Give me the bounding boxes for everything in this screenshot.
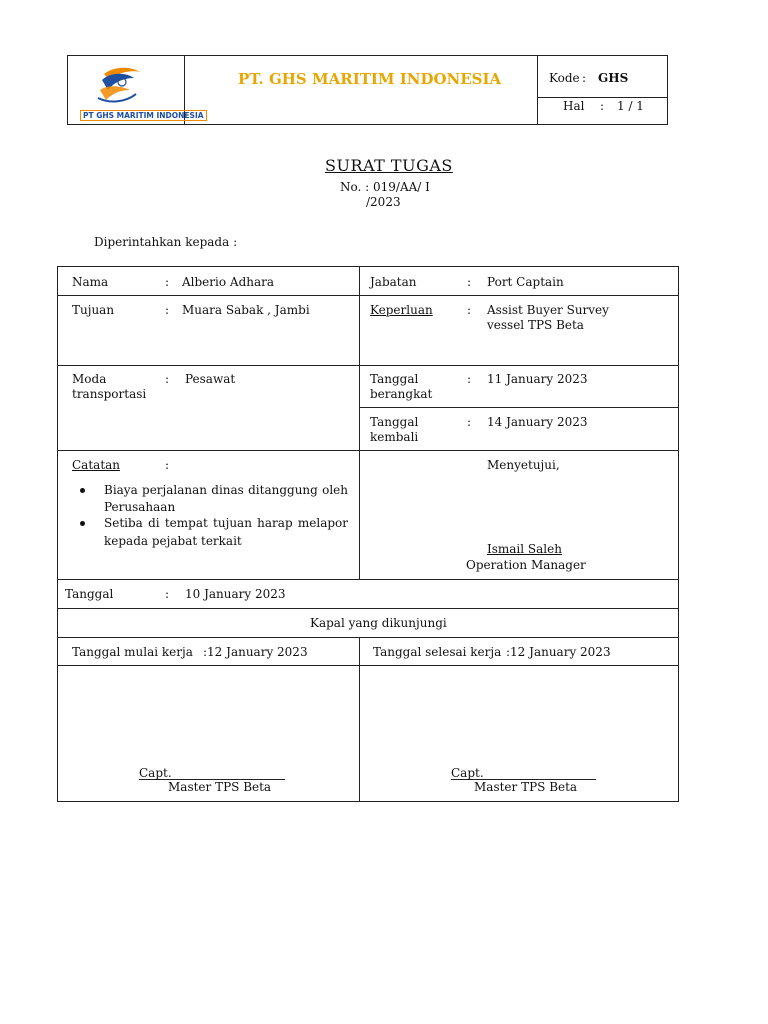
row-line-6 — [57, 608, 679, 609]
hal-value: 1 / 1 — [617, 99, 644, 113]
start-work-label: Tanggal mulai kerja — [72, 645, 193, 659]
berangkat-label-1: Tanggal — [370, 372, 419, 386]
master-label-right: Master TPS Beta — [474, 780, 578, 794]
berangkat-value: 11 January 2023 — [487, 372, 588, 386]
kembali-label-2: kembali — [370, 430, 419, 444]
kode-value: GHS — [598, 71, 629, 85]
date-value: 10 January 2023 — [185, 587, 286, 601]
tujuan-label: Tujuan — [72, 303, 115, 317]
nama-colon: : — [165, 275, 170, 289]
jabatan-label: Jabatan — [370, 275, 417, 289]
document-number-line2: /2023 — [366, 195, 401, 209]
berangkat-label-2: berangkat — [370, 387, 433, 401]
kembali-colon: : — [467, 415, 472, 429]
row-line-8 — [57, 665, 679, 666]
approver-position: Operation Manager — [466, 558, 586, 572]
row-line-7 — [57, 637, 679, 638]
end-work-label: Tanggal selesai kerja — [373, 645, 502, 659]
catatan-colon: : — [165, 458, 170, 472]
ship-logo-icon — [70, 60, 182, 110]
start-work-value: :12 January 2023 — [203, 645, 308, 659]
note-item-1-line2: Perusahaan — [104, 500, 176, 514]
header-divider-3 — [537, 97, 668, 98]
moda-value: Pesawat — [185, 372, 236, 386]
header-divider-2 — [537, 55, 538, 125]
intro-text: Diperintahkan kepada : — [94, 235, 238, 249]
kode-label: Kode — [549, 71, 580, 85]
note-item-2-line1: Setiba di tempat tujuan harap melapor — [104, 516, 348, 530]
approval-label: Menyetujui, — [487, 458, 560, 472]
row-line-2 — [57, 365, 679, 366]
note-item-2-line2: kepada pejabat terkait — [104, 534, 242, 548]
keperluan-colon: : — [467, 303, 472, 317]
kembali-value: 14 January 2023 — [487, 415, 588, 429]
date-colon: : — [165, 587, 170, 601]
date-label: Tanggal — [65, 587, 114, 601]
col-line-lower — [359, 637, 360, 802]
catatan-label: Catatan — [72, 458, 121, 472]
keperluan-value-1: Assist Buyer Survey — [487, 303, 609, 317]
approver-name: Ismail Saleh — [487, 542, 562, 556]
note-item-1-line1: Biaya perjalanan dinas ditanggung oleh — [104, 483, 348, 497]
row-line-4 — [57, 450, 679, 451]
document-title: SURAT TUGAS — [325, 156, 453, 175]
moda-colon: : — [165, 372, 170, 386]
berangkat-colon: : — [467, 372, 472, 386]
tujuan-value: Muara Sabak , Jambi — [182, 303, 310, 317]
end-work-value: :12 January 2023 — [506, 645, 611, 659]
row-line-5 — [57, 579, 679, 580]
kembali-label-1: Tanggal — [370, 415, 419, 429]
vessel-heading: Kapal yang dikunjungi — [310, 616, 447, 630]
col-line-upper — [359, 266, 360, 579]
company-name: PT. GHS MARITIM INDONESIA — [238, 70, 502, 88]
hal-colon: : — [600, 99, 605, 113]
jabatan-value: Port Captain — [487, 275, 564, 289]
jabatan-colon: : — [467, 275, 472, 289]
tujuan-colon: : — [165, 303, 170, 317]
bullet-icon — [80, 521, 85, 526]
master-label-left: Master TPS Beta — [168, 780, 272, 794]
company-logo — [70, 60, 204, 122]
bullet-icon — [80, 488, 85, 493]
captain-label-left: Capt. — [139, 766, 172, 780]
kode-colon: : — [582, 71, 587, 85]
keperluan-label: Keperluan — [370, 303, 433, 317]
logo-text: PT GHS MARITIM INDONESIA — [80, 110, 207, 121]
row-line-1 — [359, 295, 679, 296]
nama-value: Alberio Adhara — [182, 275, 275, 289]
captain-label-right: Capt. — [451, 766, 484, 780]
hal-label: Hal — [563, 99, 585, 113]
moda-label-2: transportasi — [72, 387, 147, 401]
row-line-3 — [359, 407, 679, 408]
row-line-1b — [57, 295, 359, 296]
nama-label: Nama — [72, 275, 109, 289]
document-number-line1: No. : 019/AA/ I — [340, 180, 430, 194]
keperluan-value-2: vessel TPS Beta — [487, 318, 584, 332]
moda-label-1: Moda — [72, 372, 107, 386]
